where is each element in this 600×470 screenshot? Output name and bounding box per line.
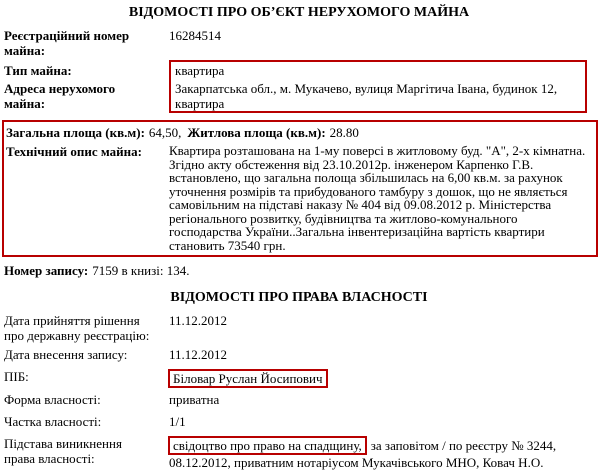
field-row-ownership-share: [4, 414, 594, 429]
entry-date-label: Дата внесення запису:: [4, 347, 128, 362]
section1-title: ВІДОМОСТІ ПРО ОБ’ЄКТ НЕРУХОМОГО МАЙНА: [128, 5, 470, 20]
field-row-ownership-basis: [4, 436, 594, 470]
ownership-share-value: 1/1: [169, 414, 186, 429]
field-row-ownership-form: [4, 392, 594, 407]
field-row-address: [4, 81, 594, 111]
property-type-label: Тип майна:: [4, 63, 72, 78]
highlight-box-owner-name: Біловар Руслан Йосипович: [168, 369, 328, 388]
record-number-value: 7159 в книзі: 134.: [92, 263, 190, 278]
field-row-entry-date: [4, 347, 594, 362]
ownership-form-value: приватна: [169, 392, 220, 407]
address-label: Адреса нерухомого майна:: [4, 81, 116, 111]
tech-description-value: Квартира розташована на 1-му поверсі в житловому буд. "А", 2-х кімнатна. Згідно акту обстеження від 23.10.2012р. інженером Карпенко Г.В. встановлено, що загальна полоща збільшилась на 6,00 кв.м. за рахунок уточнення розмірів та прибудованого тамбуру з дошок, що не являється самовільним на підставі наказу № 404 від 09.08.2012 р. Міністерства регіонального розвитку, будівництва та житлово-комунального господарства України..Загальна інвентеризаційна вартість квартири становить 73540 грн.: [169, 143, 586, 253]
ownership-share-label: Частка власності:: [4, 414, 102, 429]
field-row-property-type: [4, 63, 594, 78]
area-living-value: 28.80: [329, 125, 359, 140]
reg-number-label: Реєстраційний номер майна:: [4, 28, 130, 58]
decision-date-label: Дата прийняття рішення про державну реєстрацію:: [4, 313, 150, 343]
owner-name-label: ПІБ:: [4, 369, 29, 384]
field-row-owner-name: [4, 369, 594, 388]
section2-title: ВІДОМОСТІ ПРО ПРАВА ВЛАСНОСТІ: [170, 290, 428, 305]
property-type-value: квартира: [175, 63, 225, 78]
type-address-group: [4, 63, 594, 111]
field-row-area: [6, 125, 592, 140]
entry-date-value: 11.12.2012: [169, 347, 228, 362]
reg-number-value: 16284514: [169, 28, 221, 43]
record-number-label: Номер запису:: [4, 263, 89, 278]
ownership-section: [4, 290, 594, 470]
field-row-record-number: [4, 263, 594, 278]
tech-description-label: Технічний опис майна:: [6, 144, 142, 159]
highlight-box-basis: свідоцтво про право на спадщину,: [168, 436, 367, 455]
address-value: Закарпатська обл., м. Мукачево, вулиця Маргітича Івана, будинок 12, квартира: [175, 81, 558, 111]
ownership-form-label: Форма власності:: [4, 392, 101, 407]
ownership-basis-value: [169, 436, 594, 470]
area-total-value: 64,50,: [148, 125, 182, 140]
ownership-basis-label: Підстава виникнення права власності:: [4, 436, 122, 466]
field-row-decision-date: [4, 313, 594, 343]
ownership-basis-rest: за заповітом / по реєстру № 3244, 08.12.2012, приватним нотаріусом Мукачівського МНО, Ковач Н.О.: [169, 438, 557, 470]
decision-date-value: 11.12.2012: [169, 313, 228, 328]
area-living-label: Житлова площа (кв.м):: [187, 125, 326, 140]
field-row-reg-number: [4, 28, 594, 58]
area-total-label: Загальна площа (кв.м):: [6, 125, 145, 140]
field-row-tech-description: [6, 144, 592, 252]
highlight-box-area-tech: [2, 120, 598, 257]
